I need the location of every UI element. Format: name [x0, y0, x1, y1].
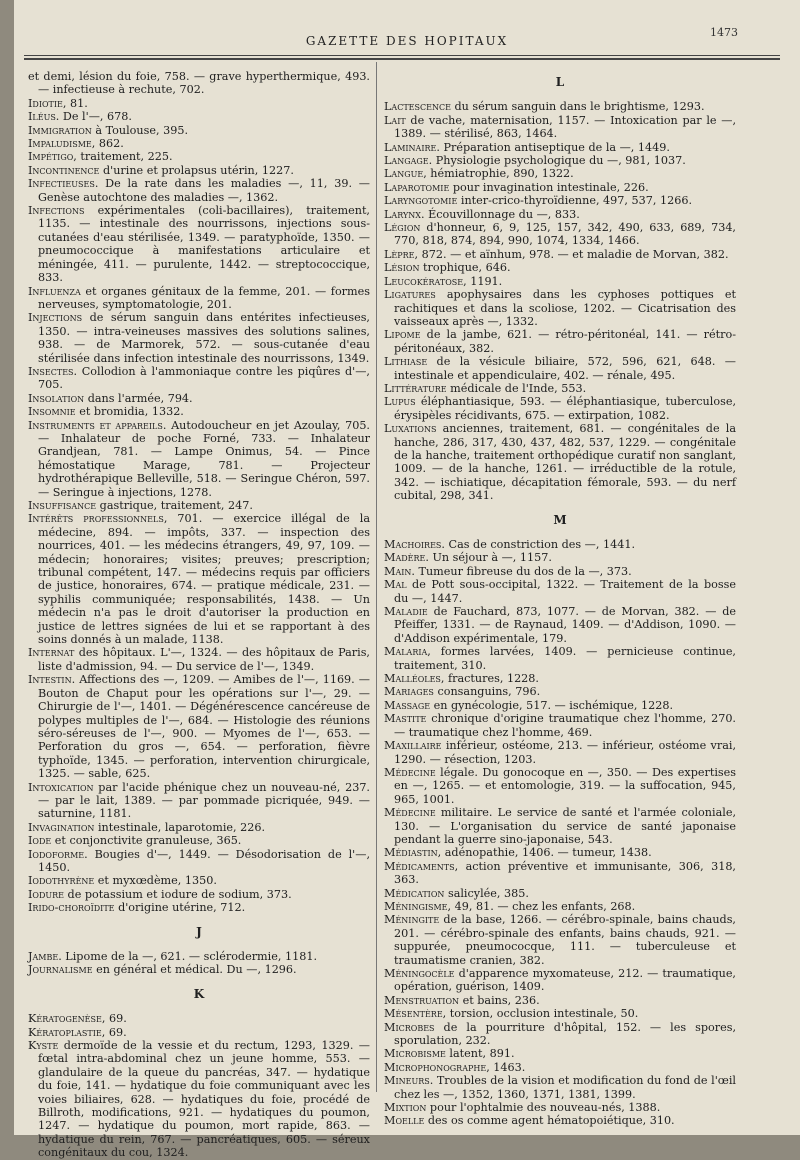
entry-heading: Maladie [384, 605, 428, 619]
entry-text: , action préventive et immunisante, 306, 318, 363. [394, 859, 736, 887]
entry-heading: Malaria [384, 645, 428, 659]
entry-heading: Laparotomie [384, 180, 450, 194]
entry-text: et conjonctivite granuleuse, 365. [51, 834, 242, 848]
entry-text: inter-crico-thyroïdienne, 497, 537, 1266. [457, 194, 693, 208]
entry-heading: Langue [384, 167, 424, 181]
entry-text: d'honneur, 6, 9, 125, 157, 342, 490, 633, 689, 734, 770, 818, 874, 894, 990, 1074, 1334, 1466. [394, 221, 736, 248]
entry-heading: Intoxication [28, 780, 94, 794]
entry-heading: Infectieuses [28, 177, 95, 191]
entry-text: d'origine utérine, 712. [114, 901, 246, 915]
entry-text: d'urine et prolapsus utérin, 1227. [99, 163, 294, 177]
entry-text: , traitement, 225. [73, 150, 173, 164]
section-letter: L [555, 75, 565, 89]
index-entry [384, 100, 736, 113]
entry-text: , 49, 81. — chez les enfants, 268. [447, 899, 636, 913]
entry-heading: Iodure [28, 887, 64, 901]
index-entry [28, 781, 370, 821]
index-entry [384, 605, 736, 645]
index-entry [384, 261, 736, 274]
index-entry [28, 419, 370, 499]
index-entry [28, 512, 370, 646]
index-entry [28, 124, 370, 137]
index-entry [384, 355, 736, 382]
entry-heading: Lupus [384, 395, 416, 409]
section-letter: K [193, 986, 205, 1001]
entry-heading: Langage [384, 154, 429, 168]
entry-heading: Microbes [384, 1020, 435, 1034]
index-entry [384, 538, 736, 551]
entry-text: , fractures, 1228. [440, 672, 539, 686]
entry-heading: Internat [28, 646, 75, 660]
index-entry [384, 1101, 736, 1114]
entry-heading: Laminaire [384, 140, 437, 154]
index-entry [384, 328, 736, 355]
index-entry [384, 167, 736, 180]
entry-heading: Lithiase [384, 355, 428, 369]
index-entry [384, 221, 736, 248]
entry-text: des hôpitaux. L'—, 1324. — des hôpitaux de Paris, liste d'admission, 94. — Du service de l'—, 1349. [38, 646, 370, 673]
entry-text: de vache, maternisation, 1157. — Intoxication par le —, 1389. — stérilisé, 863, 1464. [394, 113, 736, 141]
entry-text: des os comme agent hématopoiétique, 310. [424, 1114, 675, 1128]
entry-text: , 1463. [486, 1060, 526, 1074]
section-letter: M [553, 512, 567, 527]
index-entry [384, 248, 736, 261]
index-entry [384, 141, 736, 154]
page-number: 1473 [710, 26, 738, 39]
index-entry [384, 900, 736, 913]
entry-heading: Irido-choroïdite [28, 901, 115, 915]
entry-heading: Médiastin [384, 846, 438, 860]
entry-text: par l'acide phénique chez un nouveau-né, 237. — par le lait, 1389. — par pommade picriquée, 949. — saturnine, 1181. [38, 780, 370, 821]
entry-text: et organes génitaux de la femme, 201. — formes nerveuses, symptomatologie, 201. [38, 284, 370, 311]
index-entry [384, 395, 736, 422]
entry-text: gastrique, traitement, 247. [96, 499, 253, 512]
index-entry [384, 578, 736, 605]
entry-text: , 69. [101, 1012, 127, 1026]
entry-heading: Lèpre [384, 247, 415, 261]
entry-text: . Lipome de la —, 621. — sclérodermie, 1181. [58, 950, 318, 963]
entry-text: , 701. — exercice illégal de la médecine, 894. — impôts, 337. — inspection des nourrices, 401. — les médecins étrangers, 49, 97, 109. — médecin; honoraires; visites; preuves; prescription; tribunal compétent, 147. — médecins requis par officiers de justice, honoraires, 674. — pratique médicale, 231. — syphilis communiquée; responsabilités, 1438. — Un médecin n'a pas le droit d'autoriser la production en justice de lettres signées de lui et se rapportant à des soins donnés à un malade, 1138. [38, 512, 371, 647]
entry-text: . Tumeur fibreuse du dos de la —, 373. [411, 564, 632, 578]
entry-heading: Kyste [28, 1039, 59, 1053]
entry-heading: Mastite [384, 712, 427, 726]
entry-text: . Troubles de la vision et modification du fond de l'œil chez les —, 1352, 1360, 1371, 1381, 1399. [394, 1074, 736, 1101]
index-entry [384, 712, 736, 739]
index-entry [384, 154, 736, 167]
entry-heading: Kératoplastie [28, 1025, 102, 1039]
entry-heading: Lactescence [384, 100, 451, 114]
entry-text: . Cas de constriction des —, 1441. [441, 538, 635, 551]
entry-text: et demi, lésion du foie, 758. — grave hyperthermique, 493. — infectieuse à rechute, 702. [28, 70, 370, 97]
index-entry [384, 685, 736, 698]
entry-text: , 69. [101, 1025, 127, 1039]
entry-heading: Insuffisance [28, 499, 97, 512]
entry-heading: Microbisme [384, 1047, 446, 1061]
index-entry [384, 114, 736, 141]
entry-heading: Malléoles [384, 672, 441, 686]
index-entry [28, 70, 370, 97]
entry-heading: Larynx [384, 207, 421, 221]
entry-text: . Affections des —, 1209. — Amibes de l'—, 1169. — Bouton de Chaput pour les opérations sur l'—, 29. — Chirurgie de l'—, 1401. — Dégénérescence cancéreuse de polypes multiples de l'—, 684. — Histologie des réunions séro-séreuses de l'—, 900. — Myomes de l'—, 653. — Perforation du gros —, 654. — perforation, fièvre typhoïde, 1345. — perforation, intervention chirurgicale, 1325. — sable, 625. [38, 673, 370, 781]
index-entry [28, 164, 370, 177]
index-entry [28, 405, 370, 418]
entry-heading: Jambe [28, 950, 59, 963]
entry-heading: Moelle [384, 1114, 425, 1128]
right-column [384, 70, 736, 1128]
index-entry [384, 860, 736, 887]
index-entry [28, 285, 370, 312]
index-entry [384, 913, 736, 967]
entry-text: . Préparation antiseptique de la —, 1449. [436, 140, 670, 154]
entry-heading: Microphonographe [384, 1060, 487, 1074]
entry-text: latent, 891. [445, 1047, 515, 1061]
index-entry [384, 208, 736, 221]
entry-heading: Incontinence [28, 163, 100, 177]
entry-text: de Pott sous-occipital, 1322. — Traitement de la bosse du —, 1447. [394, 578, 736, 605]
entry-heading: Madère [384, 551, 426, 565]
entry-heading: Légion [384, 221, 421, 235]
entry-heading: Lait [384, 113, 406, 127]
index-entry [28, 204, 370, 284]
entry-heading: Injections [28, 311, 83, 325]
entry-text: . De la rate dans les maladies —, 11, 39. — Genèse autochtone des maladies —, 1362. [38, 177, 370, 204]
entry-text: . De l'—, 678. [55, 110, 132, 124]
entry-heading: Insomnie [28, 405, 76, 419]
journal-title: GAZETTE DES HOPITAUX [305, 34, 509, 48]
entry-heading: Journalisme [28, 963, 93, 977]
index-entry [384, 382, 736, 395]
left-column [28, 70, 370, 1160]
entry-heading: Insectes [28, 364, 74, 378]
index-entry [28, 177, 370, 204]
entry-heading: Impétigo [28, 150, 74, 164]
entry-heading: Mal [384, 578, 407, 592]
index-entry [28, 848, 370, 875]
entry-heading: Méningite [384, 913, 440, 927]
index-entry [28, 950, 370, 963]
entry-text: salicylée, 385. [444, 886, 529, 900]
entry-heading: Invagination [28, 820, 95, 834]
entry-heading: Machoires [384, 538, 442, 551]
column-separator [376, 62, 377, 1092]
entry-heading: Infections [28, 204, 85, 218]
index-entry [384, 699, 736, 712]
entry-text: de la pourriture d'hôpital, 152. — les spores, sporulation, 232. [394, 1020, 736, 1048]
index-entry [384, 275, 736, 288]
entry-heading: Méningocèle [384, 967, 455, 980]
entry-text: à Toulouse, 395. [91, 123, 188, 137]
entry-heading: Ligatures [384, 288, 436, 302]
entry-heading: Iodoforme [28, 847, 85, 861]
entry-heading: Main [384, 564, 412, 578]
index-entry [384, 288, 736, 328]
index-entry [384, 766, 736, 806]
index-entry [384, 1047, 736, 1060]
entry-text: , 81. [62, 96, 88, 110]
index-entry [28, 110, 370, 123]
index-entry [384, 565, 736, 578]
entry-heading: Leucokératose [384, 274, 464, 288]
entry-heading: Idiotie [28, 96, 63, 110]
entry-heading: Mineurs [384, 1074, 430, 1088]
index-entry [384, 422, 736, 502]
entry-text: pour l'ophtalmie des nouveau-nés, 1388. [426, 1101, 661, 1115]
entry-heading: Médicaments [384, 859, 455, 873]
entry-text: militaire. Le service de santé et l'armée coloniale, 130. — L'organisation du service de santé japonaise pendant la guerre sino-japonaise, 543. [394, 806, 736, 846]
entry-heading: Influenza [28, 284, 81, 298]
entry-heading: Immigration [28, 123, 92, 137]
entry-heading: Intestin [28, 673, 72, 687]
entry-heading: Iode [28, 834, 52, 848]
entry-text: , hémiatrophie, 890, 1322. [423, 167, 574, 181]
index-entry [384, 194, 736, 207]
index-entry [384, 181, 736, 194]
entry-heading: Maxillaire [384, 739, 442, 753]
entry-heading: Laryngotomie [384, 194, 458, 208]
entry-text: . Autodoucheur en jet Azoulay, 705. — Inhalateur de poche Forné, 733. — Inhalateur Grandjean, 781. — Lampe Onimus, 54. — Pince hémostatique Marage, 781. — Projecteur hydrothérapique Belleville, 518. — Seringue Chéron, 597. — Seringue à injections, 1278. [38, 418, 370, 499]
entry-text: . Un séjour à —, 1157. [425, 551, 552, 565]
entry-text: pour invagination intestinale, 226. [449, 180, 649, 194]
entry-heading: Mésentère [384, 1007, 443, 1021]
entry-text: trophique, 646. [419, 261, 511, 275]
section-letter: J [196, 924, 202, 939]
entry-text: . Physiologie psychologique du —, 981, 1037. [428, 154, 686, 168]
entry-heading: Médication [384, 886, 445, 900]
index-entry [28, 646, 370, 673]
entry-heading: Massage [384, 698, 431, 712]
entry-text: légale. Du gonocoque en —, 350. — Des expertises en —, 1265. — et entomologie, 319. — la suffocation, 945, 965, 1001. [394, 765, 736, 806]
entry-text: de la jambe, 621. — rétro-péritonéal, 141. — rétro-péritonéaux, 382. [394, 328, 736, 355]
index-entry [384, 1074, 736, 1101]
entry-text: de la base, 1266. — cérébro-spinale, bains chauds, 201. — cérébro-spinale des enfants, bains chauds, 921. — suppurée, pneumococque, 111. — tuberculeuse et traumatisme cranien, 382. [394, 913, 736, 967]
index-entry [384, 551, 736, 564]
entry-heading: Médecine [384, 806, 436, 820]
index-entry [28, 673, 370, 780]
index-page [14, 0, 800, 1160]
entry-heading: Mixtion [384, 1101, 427, 1115]
index-entry [384, 846, 736, 859]
index-entry [28, 874, 370, 887]
page-header [14, 28, 800, 52]
index-entry [28, 821, 370, 834]
entry-heading: Iodothyrène [28, 874, 95, 888]
entry-heading: Insolation [28, 391, 85, 405]
index-entry [28, 150, 370, 163]
entry-text: inférieur, ostéome, 213. — inférieur, ostéome vrai, 1290. — résection, 1203. [394, 739, 736, 766]
entry-text: médicale de l'Inde, 553. [446, 381, 587, 395]
index-entry [384, 806, 736, 846]
index-entry [28, 137, 370, 150]
index-entry [384, 1021, 736, 1048]
entry-text: , torsion, occlusion intestinale, 50. [442, 1007, 639, 1021]
entry-text: et bromidia, 1332. [75, 405, 184, 419]
entry-text: de Fauchard, 873, 1077. — de Morvan, 382. — de Pfeiffer, 1331. — de Raynaud, 1409. — d'Addison, 1090. — d'Addison expérimentale, 179. [394, 605, 736, 645]
entry-text: , adénopathie, 1406. — tumeur, 1438. [437, 846, 652, 860]
entry-text: de sérum sanguin dans entérites infectieuses, 1350. — intra-veineuses massives des solutions salines, 938. — de Marmorek, 572. — sous-cutanée d'eau stérilisée dans infection intestinale des nourrissons, 1349. [38, 311, 370, 365]
index-entry [28, 1039, 370, 1160]
entry-text: dans l'armée, 794. [84, 391, 193, 405]
entry-heading: Mariages [384, 685, 434, 699]
entry-text: , 872. — et aïnhum, 978. — et maladie de Morvan, 382. [414, 247, 729, 261]
index-entry [28, 963, 370, 976]
entry-text: en général et médical. Du —, 1296. [92, 963, 297, 977]
index-entry [384, 739, 736, 766]
index-entry [28, 888, 370, 901]
index-entry [384, 1007, 736, 1020]
entry-text: de la vésicule biliaire, 572, 596, 621, 648. — intestinale et appendiculaire, 402. — rénale, 495. [394, 355, 736, 382]
entry-text: et myxœdème, 1350. [94, 874, 217, 888]
header-rule-double [24, 58, 780, 60]
entry-heading: Intérêts professionnels [28, 512, 164, 526]
entry-text: apophysaires dans les cyphoses pottiques et rachitiques et dans la scoliose, 1202. — Cicatrisation des vaisseaux après —, 1332. [394, 288, 736, 328]
index-entry [384, 887, 736, 900]
entry-text: éléphantiasique, 593. — éléphantiasique, tuberculose, érysipèles récidivants, 675. — extirpation, 1082. [394, 395, 736, 422]
entry-text: , 862. [91, 137, 124, 151]
entry-text: chronique d'origine traumatique chez l'homme, 270. — traumatique chez l'homme, 469. [394, 712, 736, 739]
entry-text: . Collodion à l'ammoniaque contre les piqûres d'—, 705. [38, 364, 370, 392]
entry-heading: Menstruation [384, 993, 460, 1007]
entry-text: . Bougies d'—, 1449. — Désodorisation de l'—, 1450. [38, 847, 370, 874]
entry-text: expérimentales (coli-bacillaires), traitement, 1135. — intestinale des nourrissons, injections sous-cutanées d'eau stérilisée, 1349. — paratyphoïde, 1350. — pneumococcique à manifestations articulaire et méningée, 411. — purulente, 1442. — streptococcique, 833. [38, 204, 370, 285]
index-entry [384, 967, 736, 994]
entry-heading: Iléus [28, 110, 56, 124]
entry-text: de potassium et iodure de sodium, 373. [64, 887, 292, 901]
entry-heading: Lésion [384, 261, 420, 275]
index-entry [28, 97, 370, 110]
entry-text: en gynécologie, 517. — ischémique, 1228. [430, 698, 674, 712]
entry-text: et bains, 236. [459, 993, 540, 1007]
entry-heading: Impaludisme [28, 137, 92, 151]
index-entry [384, 1114, 736, 1127]
entry-text: consanguins, 796. [433, 685, 541, 699]
entry-heading: Instruments et appareils [28, 418, 163, 432]
index-entry [28, 392, 370, 405]
entry-heading: Médecine [384, 765, 436, 779]
entry-heading: Littérature [384, 381, 447, 395]
entry-text: du sérum sanguin dans le brightisme, 1293. [450, 100, 705, 114]
entry-text: dermoïde de la vessie et du rectum, 1293, 1329. — fœtal intra-abdominal chez un jeune homme, 553. — glandulaire de la queue du pancréas, 347. — hydatique du foie, 141. — hydatique du foie communiquant avec les voies biliaires, 628. — hydatiques du foie, procédé de Billroth, modifications, 921. — hydatiques du poumon, 1247. — hydatique du poumon, mort rapide, 863. — hydatique du rein, 767. — pancréatiques, 605. — séreux congénitaux du cou, 1324. [38, 1039, 370, 1160]
entry-heading: Méningisme [384, 899, 448, 913]
index-entry [28, 901, 370, 914]
index-entry [384, 645, 736, 672]
index-entry [28, 311, 370, 365]
entry-text: d'apparence myxomateuse, 212. — traumatique, opération, guérison, 1409. [394, 967, 736, 994]
index-entry [28, 365, 370, 392]
index-entry [28, 1026, 370, 1039]
index-entry [28, 1012, 370, 1025]
entry-text: intestinale, laparotomie, 226. [94, 820, 266, 834]
entry-text: , formes larvées, 1409. — pernicieuse continue, traitement, 310. [394, 645, 736, 672]
entry-heading: Kératogenèse [28, 1012, 102, 1026]
index-entry [384, 672, 736, 685]
header-rule [24, 55, 780, 56]
entry-heading: Luxations [384, 422, 437, 436]
index-entry [28, 499, 370, 512]
entry-text: , 1191. [463, 274, 503, 288]
entry-text: anciennes, traitement, 681. — congénitales de la hanche, 286, 317, 430, 437, 482, 537, 1229. — congénitale de la hanche, traitement orthopédique curatif non sanglant, 1009. — de la hanche, 1261. — irréductible de la rotule, 342. — ischiatique, décapitation fémorale, 593. — du nerf cubital, 298, 341. [394, 422, 736, 503]
index-entry [384, 1061, 736, 1074]
entry-text: . Écouvillonnage du —, 833. [420, 207, 580, 221]
index-entry [384, 994, 736, 1007]
index-entry [28, 834, 370, 847]
entry-heading: Lipome [384, 328, 421, 342]
